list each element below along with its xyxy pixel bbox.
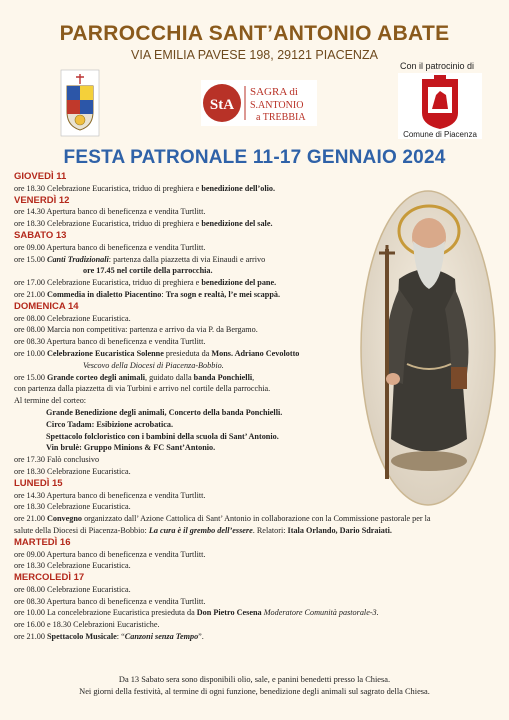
program-entry — [14, 513, 496, 525]
program-entry-text: con partenza dalla piazzetta di via Turbini e arrivo nel cortile della parrocchia. — [14, 384, 271, 394]
program-day-heading: MERCOLEDÌ 17 — [14, 572, 85, 584]
program-entry-text: : “ — [116, 632, 125, 642]
program-entry-text: ore 09.00 Apertura banco di beneficenza e vendita Turtlitt. — [14, 242, 206, 252]
program-entry — [14, 454, 496, 466]
program-entry-text: ore 15.00 — [14, 372, 47, 382]
program-entry-text: ore 21.00 — [14, 289, 47, 299]
program-entry-text: . Relatori: — [252, 525, 288, 535]
program-entry-text: organizzato dall’ Azione Cattolica di Sant’ Antonio in collaborazione con la Commissione pastorale per la — [82, 514, 431, 524]
program-entry-text: ore 08.30 Apertura banco di beneficenza e vendita Turtlitt. — [14, 337, 206, 347]
program-entry — [14, 183, 496, 195]
program-entry-text: Spettacolo folcloristico con i bambini della scuola di Sant’ Antonio. — [46, 431, 279, 441]
program-entry-text: ore 15.00 — [14, 254, 47, 264]
program-entry-text: Al termine del corteo: — [14, 396, 87, 406]
program-entry — [14, 525, 496, 537]
program-entry-text: ”. — [198, 632, 204, 642]
program-entry — [14, 607, 496, 619]
program-entry — [14, 254, 496, 266]
footer-line-1: Da 13 Sabato sera sono disponibili olio, sale, e panini benedetti presso la Chiesa. — [118, 675, 391, 684]
program-entry-text: banda Ponchielli — [193, 372, 253, 382]
program-entry-text: : — [161, 289, 166, 299]
program-entry-text: benedizione dell’olio. — [201, 183, 276, 193]
program-entry-text: ore 16.00 e 18.30 Celebrazioni Eucaristiche. — [14, 620, 160, 630]
program-entry-text: ore 10.00 La concelebrazione Eucaristica presieduta da — [14, 608, 197, 618]
program-entry — [14, 277, 496, 289]
program-entry — [14, 218, 496, 230]
program-entry — [14, 584, 496, 596]
program-entry-text: ore 08.30 Apertura banco di beneficenza e vendita Turtlitt. — [14, 596, 206, 606]
program-entry — [14, 348, 496, 360]
festa-title: FESTA PATRONALE 11-17 GENNAIO 2024 — [63, 147, 446, 168]
program-day-heading: DOMENICA 14 — [14, 300, 79, 312]
program-entry — [14, 501, 496, 513]
program-entry-text: ore 18.30 Celebrazione Eucaristica. — [14, 502, 131, 512]
program-entry — [14, 419, 496, 431]
program-day-heading: GIOVEDÌ 11 — [14, 171, 67, 182]
program-entry-text: ore 17.45 nel cortile della parrocchia. — [83, 266, 213, 276]
program-entry — [14, 431, 496, 443]
program-entry-text: ore 10.00 — [14, 348, 47, 358]
parish-address: VIA EMILIA PAVESE 198, 29121 PIACENZA — [131, 48, 378, 62]
program-entry — [14, 490, 496, 502]
program-entry-text: Canti Tradizionali — [46, 254, 109, 264]
program-day-heading: LUNEDÌ 15 — [14, 477, 63, 489]
sagra-logo — [201, 80, 317, 126]
program-entry-text: Mons. Adriano Cevolotto — [211, 348, 300, 358]
comune-piacenza-logo — [398, 73, 482, 139]
program-entry-text: Don Pietro Cesena — [196, 608, 262, 618]
program-entry-text: Canzoni senza Tempo — [124, 632, 199, 642]
program-entry-text: ore 09.00 Apertura banco di beneficenza e vendita Turtlitt. — [14, 549, 206, 559]
program-entry-text: ore 21.00 — [14, 514, 47, 524]
program-entry — [14, 360, 496, 372]
program-entry-text: Moderatore Comunità pastorale-3. — [263, 608, 379, 618]
program-entry-text: Commedia in dialetto Piacentino — [46, 289, 162, 299]
program-entry-text: benedizione del pane. — [201, 278, 277, 288]
program-entry — [14, 560, 496, 572]
program-day-heading: SABATO 13 — [14, 229, 67, 241]
program-entry-text: ore 14.30 Apertura banco di beneficenza e vendita Turtlitt. — [14, 207, 206, 217]
program-entry-text: ore 08.00 Marcia non competitiva: partenza e arrivo da via P. da Bergamo. — [14, 325, 258, 335]
program-entry-text: La cura è il grembo dell’essere — [148, 525, 253, 535]
program-entry — [14, 206, 496, 218]
program-entry-text: ore 08.00 Celebrazione Eucaristica. — [14, 313, 131, 323]
program-entry — [14, 289, 496, 301]
program-entry-text: , guidato dalla — [145, 372, 194, 382]
program-entry — [14, 619, 496, 631]
program-entry-text: ore 21.00 — [14, 632, 47, 642]
program-entry-text: Celebrazione Eucaristica Solenne — [46, 348, 164, 358]
program-entry-text: Vescovo della Diocesi di Piacenza-Bobbio. — [83, 360, 224, 370]
program-entry — [14, 265, 496, 277]
program-entry-text: benedizione del sale. — [201, 219, 273, 229]
program-entry-text: Grande Benedizione degli animali, Concerto della banda Ponchielli. — [46, 407, 283, 417]
sagra-line2: S.ANTONIO — [250, 100, 304, 111]
program-entry-text: Convegno — [46, 514, 83, 524]
program-entry-text: ore 08.00 Celebrazione Eucaristica. — [14, 584, 131, 594]
footer-notes — [0, 674, 509, 698]
patronage-label: Con il patrocinio di — [400, 61, 475, 71]
program-entry-text: presieduta da — [163, 348, 212, 358]
program-entry — [14, 372, 496, 384]
program-entry-text: ore 17.30 Falò conclusivo — [14, 455, 100, 465]
program-entry — [14, 466, 496, 478]
program-entry-text: : partenza dalla piazzetta di via Einaudi e arrivo — [108, 254, 266, 264]
program-entry — [14, 549, 496, 561]
page-title: PARROCCHIA SANT’ANTONIO ABATE — [59, 22, 450, 45]
program-entry — [14, 383, 496, 395]
program-entry — [14, 313, 496, 325]
program-entry — [14, 442, 496, 454]
program-entry-text: salute della Diocesi di Piacenza-Bobbio: — [14, 525, 149, 535]
program-entry-text: ore 14.30 Apertura banco di beneficenza e vendita Turtlitt. — [14, 490, 206, 500]
program-entry-text: ore 18.30 Celebrazione Eucaristica. — [14, 466, 131, 476]
sagra-line1: SAGRA di — [250, 86, 298, 98]
sagra-line3: a TREBBIA — [256, 112, 306, 123]
program-entry — [14, 336, 496, 348]
parish-crest-logo — [59, 68, 101, 138]
program-entry-text: ore 18.30 Celebrazione Eucaristica. — [14, 561, 131, 571]
program-entry — [14, 242, 496, 254]
program-entry — [14, 596, 496, 608]
program-day-heading: MARTEDÌ 16 — [14, 536, 71, 548]
program-entry-text: Itala Orlando, Dario Sdraiati. — [287, 525, 392, 535]
program-entry-text: Tra sogn e realtà, l’e mei scappà. — [165, 289, 281, 299]
program-entry-text: Vin brulè: Gruppo Minions & FC Sant’Antonio. — [46, 443, 216, 453]
program-entry-text: Spettacolo Musicale — [46, 632, 117, 642]
program-entry-text: ore 18.30 Celebrazione Eucaristica, triduo di preghiera e — [14, 183, 202, 193]
program-entry-text: , — [252, 372, 255, 382]
program-entry — [14, 407, 496, 419]
program-entry — [14, 631, 496, 643]
program-entry-text: Grande corteo degli animali — [46, 372, 145, 382]
program-entry — [14, 395, 496, 407]
sagra-monogram: StA — [209, 97, 235, 113]
program-entry — [14, 324, 496, 336]
program-day-heading: VENERDÌ 12 — [14, 194, 70, 206]
festival-program — [14, 171, 496, 643]
program-entry-text: ore 17.00 Celebrazione Eucaristica, triduo di preghiera e — [14, 278, 202, 288]
footer-line-2: Nei giorni della festività, al termine di ogni funzione, benedizione degli animali sul sagrato della Chiesa. — [79, 687, 430, 696]
program-entry-text: Circo Tadam: Esibizione acrobatica. — [46, 419, 174, 429]
comune-label: Comune di Piacenza — [403, 130, 477, 139]
program-entry-text: ore 18.30 Celebrazione Eucaristica, triduo di preghiera e — [14, 219, 202, 229]
